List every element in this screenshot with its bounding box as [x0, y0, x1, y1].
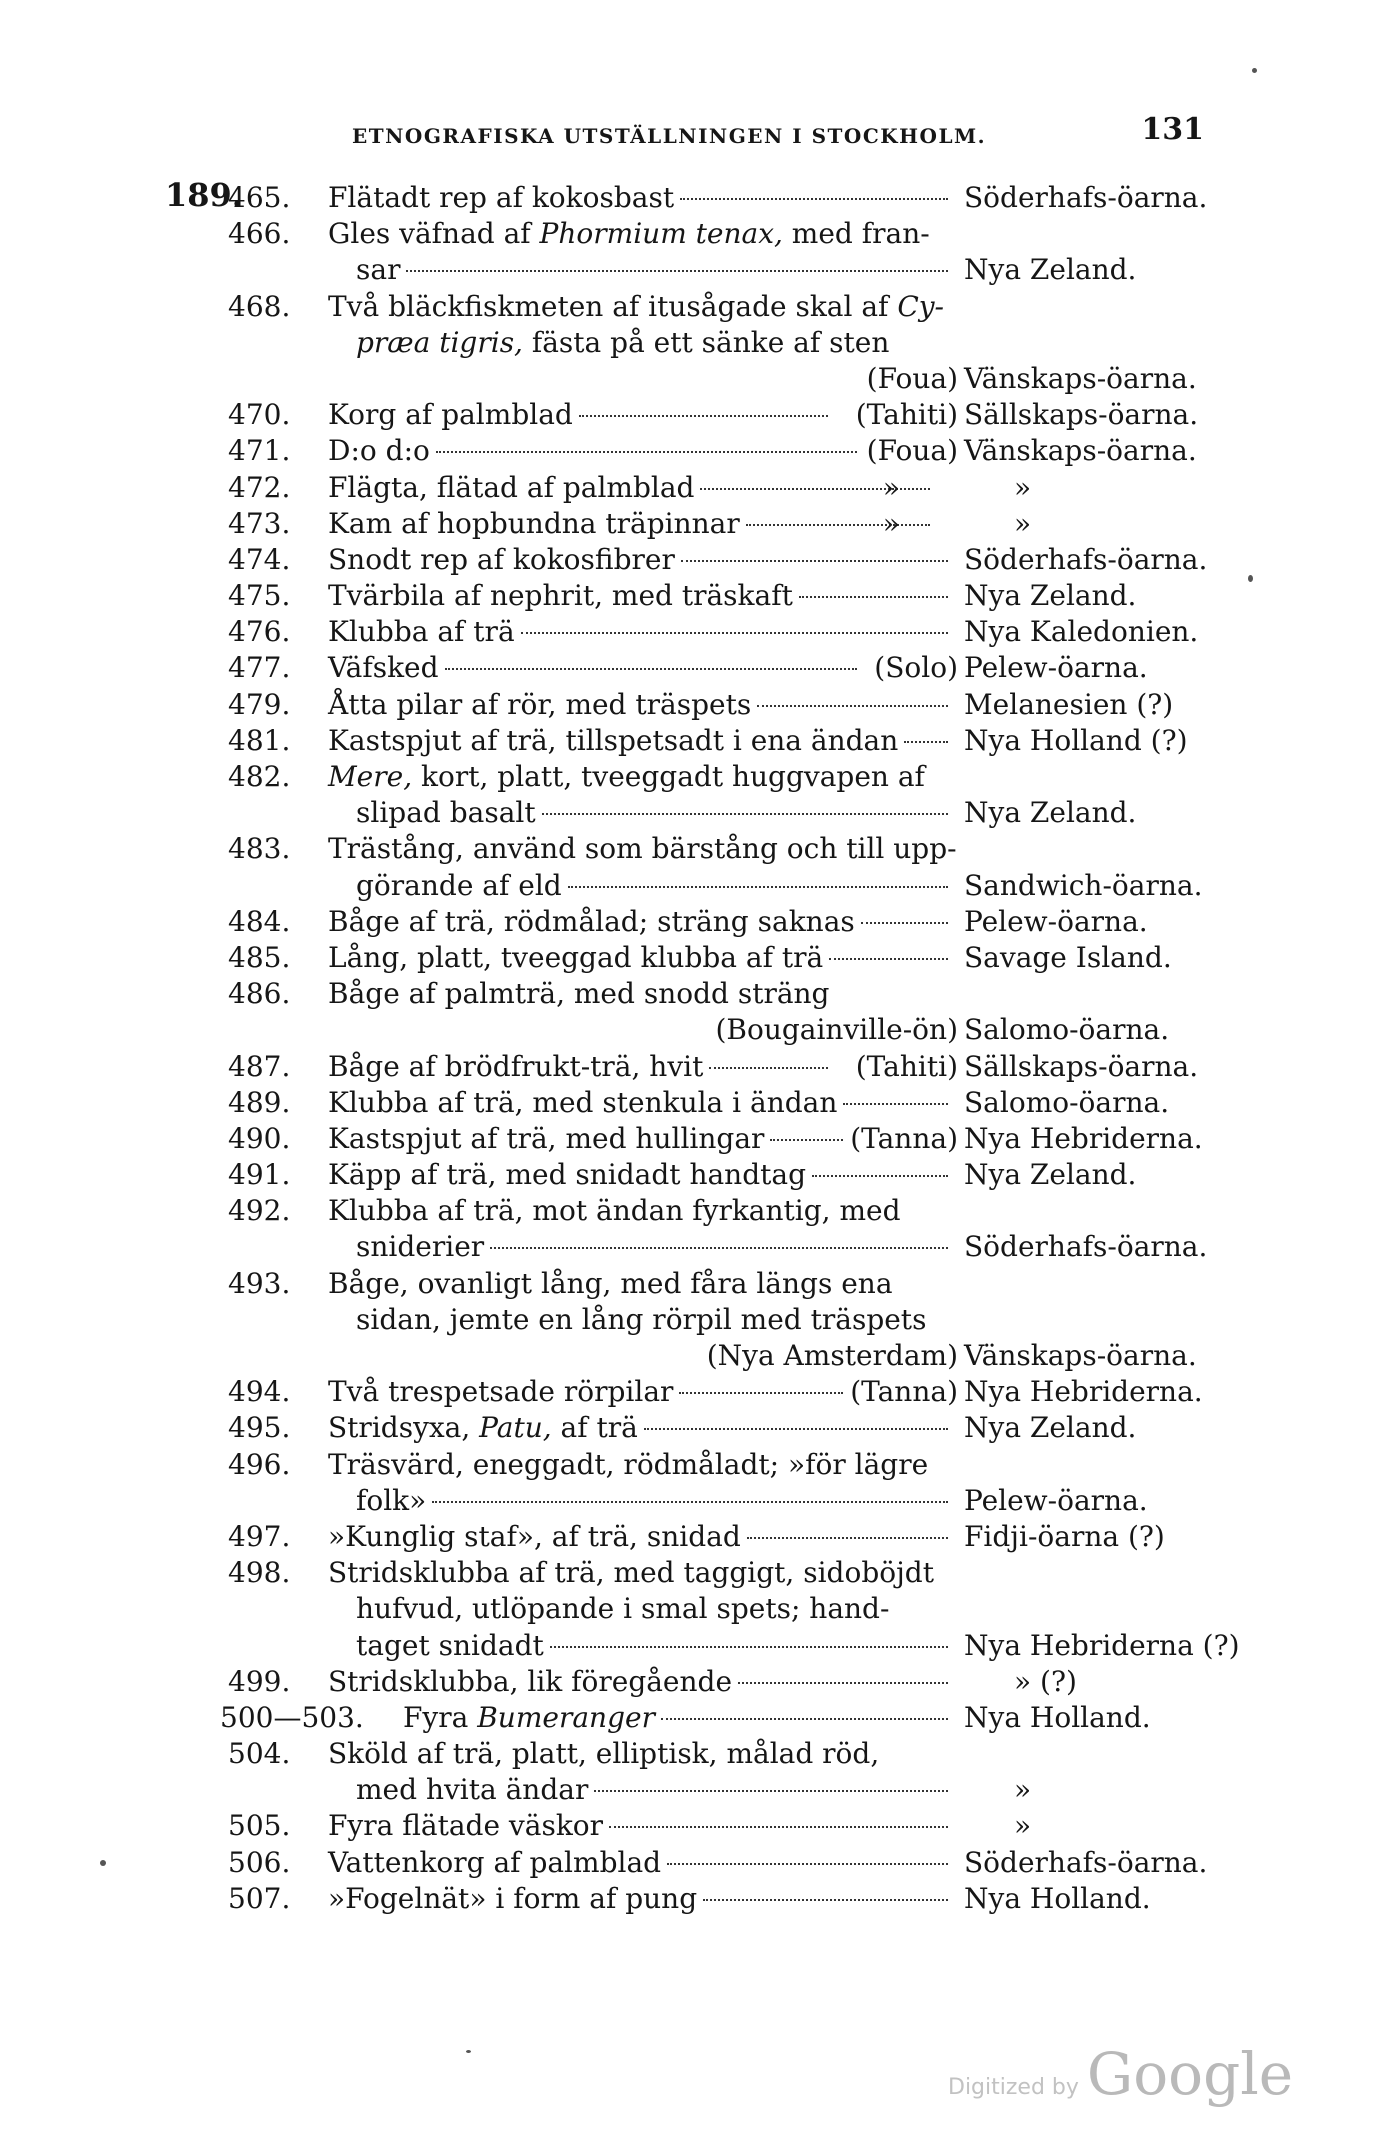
entry-description: med hvita ändar — [356, 1773, 589, 1807]
catalogue-entry — [228, 1157, 1248, 1193]
entry-line — [228, 1808, 1248, 1844]
section-number: 189. — [165, 176, 243, 214]
catalogue-entry — [228, 1845, 1248, 1881]
entry-line — [228, 687, 1248, 723]
entry-region: Söderhafs-öarna. — [964, 1230, 1208, 1264]
entry-locality: (Foua) — [866, 434, 958, 468]
entry-description: Stridsklubba af trä, med taggigt, sidoböjdt — [328, 1556, 934, 1590]
dot-leader — [490, 1247, 948, 1249]
catalogue-entry — [228, 1266, 1248, 1375]
entry-line — [228, 1049, 1248, 1085]
entry-description: Mere, kort, platt, tveeggadt huggvapen af — [328, 760, 925, 793]
page-header — [352, 112, 1212, 162]
entry-line — [228, 1555, 1248, 1591]
entry-description: Flägta, flätad af palmblad — [328, 470, 695, 504]
entry-region: Sällskaps-öarna. — [964, 398, 1199, 432]
dot-leader — [432, 1501, 948, 1503]
catalogue-entry — [228, 614, 1248, 650]
entry-region: Nya Hebriderna. — [964, 1121, 1203, 1155]
entry-line — [228, 1266, 1248, 1302]
entry-number: 473. — [228, 506, 291, 540]
entry-description: Båge, ovanligt lång, med fåra längs ena — [328, 1266, 893, 1300]
catalogue-entry — [228, 687, 1248, 723]
entry-description: Stridsyxa, Patu, af trä — [328, 1411, 638, 1445]
catalogue-entry — [228, 1085, 1248, 1121]
entry-description: taget snidadt — [356, 1628, 544, 1662]
entry-line — [228, 361, 1248, 397]
entry-number: 470. — [228, 398, 291, 432]
entry-description: Båge af palmträ, med snodd sträng — [328, 977, 830, 1011]
catalogue-entries — [220, 180, 1248, 1917]
entry-description: Kastspjut af trä, tillspetsadt i ena ändan — [328, 723, 899, 757]
entry-number: 507. — [228, 1881, 291, 1915]
entry-number: 505. — [228, 1809, 291, 1843]
entry-number: 499. — [228, 1664, 291, 1698]
entry-line — [228, 542, 1248, 578]
entry-number: 498. — [228, 1556, 291, 1590]
entry-line — [228, 289, 1248, 325]
entry-region: Nya Zeland. — [964, 1158, 1137, 1192]
entry-number: 474. — [228, 542, 291, 576]
entry-region: Nya Holland. — [964, 1700, 1151, 1734]
entry-description: »Fogelnät» i form af pung — [328, 1881, 698, 1915]
dot-leader — [703, 1899, 948, 1901]
entry-number: 483. — [228, 832, 291, 866]
entry-region: Söderhafs-öarna. — [964, 542, 1208, 576]
entry-number: 492. — [228, 1194, 291, 1228]
entry-number: 504. — [228, 1737, 291, 1771]
entry-number: 471. — [228, 434, 291, 468]
entry-description: Lång, platt, tveeggad klubba af trä — [328, 940, 824, 974]
dot-leader — [550, 1646, 948, 1648]
entry-line — [228, 433, 1248, 469]
entry-line — [228, 1157, 1248, 1193]
entry-line — [228, 723, 1248, 759]
entry-number: 495. — [228, 1411, 291, 1445]
entry-description: Sköld af trä, platt, elliptisk, målad röd, — [328, 1737, 880, 1771]
google-logo: Google — [1086, 2040, 1294, 2108]
entry-description: Käpp af trä, med snidadt handtag — [328, 1158, 806, 1192]
entry-description: Träsvärd, eneggadt, rödmåladt; »för lägre — [328, 1447, 929, 1481]
dot-leader — [681, 560, 948, 562]
entry-number: 479. — [228, 687, 291, 721]
entry-description: Snodt rep af kokosfibrer — [328, 542, 675, 576]
catalogue-entry — [228, 650, 1248, 686]
entry-line — [228, 470, 1248, 506]
entry-line — [228, 1772, 1248, 1808]
entry-number: 475. — [228, 579, 291, 613]
entry-line — [228, 1519, 1248, 1555]
dot-leader — [747, 1537, 948, 1539]
entry-description: Två bläckfiskmeten af itusågade skal af Cy- — [328, 289, 945, 323]
catalogue-entry — [228, 1374, 1248, 1410]
dot-leader — [644, 1428, 948, 1430]
entry-line — [228, 325, 1248, 361]
entry-region: Pelew-öarna. — [964, 1483, 1148, 1517]
dot-leader — [812, 1175, 948, 1177]
entry-line — [228, 831, 1248, 867]
dot-leader — [829, 958, 948, 960]
entry-description: Vattenkorg af palmblad — [328, 1845, 662, 1879]
entry-region: Vänskaps-öarna. — [964, 434, 1197, 468]
entry-line — [228, 650, 1248, 686]
catalogue-entry — [228, 180, 1248, 216]
entry-locality: (Foua) — [866, 361, 958, 395]
entry-line — [228, 1085, 1248, 1121]
entry-region: Nya Zeland. — [964, 796, 1137, 830]
dot-leader — [406, 270, 948, 272]
entry-line — [228, 1483, 1248, 1519]
entry-region: Nya Hebriderna (?) — [964, 1628, 1240, 1662]
entry-number: 482. — [228, 760, 291, 793]
entry-line — [228, 614, 1248, 650]
entry-number: 497. — [228, 1519, 291, 1553]
entry-description: hufvud, utlöpande i smal spets; hand- — [356, 1592, 890, 1626]
entry-region: Salomo-öarna. — [964, 1085, 1170, 1119]
entry-description: Fyra Bumeranger — [403, 1700, 655, 1734]
catalogue-entry — [228, 1808, 1248, 1844]
entry-number: 466. — [228, 217, 291, 251]
catalogue-entry — [228, 1193, 1248, 1265]
entry-line — [228, 868, 1248, 904]
entry-line — [228, 1302, 1248, 1338]
entry-number: 476. — [228, 615, 291, 649]
entry-description: Kam af hopbundna träpinnar — [328, 506, 740, 540]
catalogue-entry — [228, 397, 1248, 433]
catalogue-entry — [228, 904, 1248, 940]
entry-region: Söderhafs-öarna. — [964, 1845, 1208, 1879]
entry-line — [228, 1338, 1248, 1374]
entry-region: Nya Zeland. — [964, 579, 1137, 613]
catalogue-entry — [228, 1049, 1248, 1085]
entry-line — [228, 1410, 1248, 1446]
dot-leader — [757, 705, 948, 707]
entry-description: sar — [356, 253, 401, 287]
entry-number: 489. — [228, 1085, 291, 1119]
entry-line — [228, 578, 1248, 614]
entry-region: Nya Kaledonien. — [964, 615, 1199, 649]
digitized-by-watermark — [948, 2040, 1293, 2108]
page-number: 131 — [1141, 112, 1204, 147]
entry-number: 496. — [228, 1447, 291, 1481]
entry-number: 486. — [228, 977, 291, 1011]
entry-locality: (Bougainville-ön) — [715, 1013, 958, 1047]
entry-line — [228, 1374, 1248, 1410]
entry-number: 477. — [228, 651, 291, 685]
entry-region: » (?) — [1014, 1664, 1077, 1698]
entry-number: 491. — [228, 1158, 291, 1192]
entry-description: Väfsked — [328, 651, 439, 685]
entry-number: 494. — [228, 1375, 291, 1409]
entry-line — [228, 1881, 1248, 1917]
dot-leader — [799, 596, 948, 598]
entry-description: Två trespetsade rörpilar — [328, 1375, 674, 1409]
entry-number: 481. — [228, 723, 291, 757]
watermark-prefix: Digitized by — [948, 2075, 1079, 2100]
catalogue-entry — [228, 1410, 1248, 1446]
catalogue-entry — [228, 1519, 1248, 1555]
catalogue-entry — [228, 759, 1248, 831]
entry-description: Båge af trä, rödmålad; sträng saknas — [328, 904, 855, 938]
catalogue-entry — [228, 216, 1248, 288]
entry-line — [228, 1012, 1248, 1048]
catalogue-entry — [228, 831, 1248, 903]
catalogue-entry — [228, 1881, 1248, 1917]
entry-region: Nya Hebriderna. — [964, 1375, 1203, 1409]
entry-line — [228, 940, 1248, 976]
entry-locality: (Tahiti) — [855, 1049, 958, 1083]
entry-line — [228, 506, 1248, 542]
entry-description: »Kunglig staf», af trä, snidad — [328, 1519, 741, 1553]
entry-locality: » — [882, 470, 900, 504]
entry-description: Klubba af trä, med stenkula i ändan — [328, 1085, 838, 1119]
entry-line — [228, 1229, 1248, 1265]
dot-leader — [680, 198, 948, 200]
entry-region: Fidji-öarna (?) — [964, 1519, 1165, 1553]
entry-region: Söderhafs-öarna. — [964, 181, 1208, 214]
dot-leader — [667, 1863, 948, 1865]
entry-region: Vänskaps-öarna. — [964, 1339, 1197, 1372]
entry-locality: (Nya Amsterdam) — [706, 1339, 958, 1372]
catalogue-entry — [228, 1121, 1248, 1157]
entry-region: Nya Zeland. — [964, 1411, 1137, 1445]
entry-line — [228, 1447, 1248, 1483]
catalogue-entry — [228, 1736, 1248, 1808]
entry-description: Stridsklubba, lik föregående — [328, 1664, 733, 1698]
entry-region: » — [1014, 1809, 1032, 1843]
catalogue-entry — [228, 1664, 1248, 1700]
entry-line — [228, 216, 1248, 252]
entry-region: Sandwich-öarna. — [964, 868, 1203, 902]
entry-locality: (Solo) — [874, 651, 958, 685]
entry-description: Kastspjut af trä, med hullingar — [328, 1121, 765, 1155]
dot-leader — [594, 1790, 948, 1792]
entry-region: Nya Zeland. — [964, 253, 1137, 287]
catalogue-entry — [228, 940, 1248, 976]
entry-locality: » — [882, 506, 900, 540]
dot-leader — [661, 1718, 948, 1720]
entry-number: 493. — [228, 1266, 291, 1300]
catalogue-entry — [228, 723, 1248, 759]
entry-description: Fyra flätade väskor — [328, 1809, 604, 1843]
entry-region: » — [1014, 506, 1032, 540]
entry-region: Salomo-öarna. — [964, 1013, 1170, 1047]
entry-line — [228, 180, 1248, 216]
entry-region: » — [1014, 470, 1032, 504]
entry-number: 490. — [228, 1121, 291, 1155]
dot-leader — [568, 886, 948, 888]
dot-leader — [904, 741, 948, 743]
catalogue-entry — [228, 433, 1248, 469]
catalogue-entry — [228, 506, 1248, 542]
entry-number: 468. — [228, 289, 291, 323]
entry-description: slipad basalt — [356, 796, 536, 830]
entry-line — [228, 1845, 1248, 1881]
entry-description: Tvärbila af nephrit, med träskaft — [328, 579, 793, 613]
entry-description: Klubba af trä — [328, 615, 515, 649]
entry-region: Nya Holland (?) — [964, 723, 1188, 757]
entry-line — [228, 1628, 1248, 1664]
catalogue-entry — [228, 289, 1248, 398]
entry-region: Melanesien (?) — [964, 687, 1174, 721]
entry-region: Pelew-öarna. — [964, 651, 1148, 685]
entry-region: Nya Holland. — [964, 1881, 1151, 1915]
entry-description: Flätadt rep af kokosbast — [328, 181, 675, 214]
dot-leader — [542, 813, 948, 815]
entry-locality: (Tahiti) — [855, 398, 958, 432]
dot-leader — [521, 632, 948, 634]
entry-description: Båge af brödfrukt-trä, hvit — [328, 1049, 704, 1083]
entry-line — [228, 1591, 1248, 1627]
entry-description: Gles väfnad af Phormium tenax, med fran- — [328, 217, 930, 251]
entry-description: görande af eld — [356, 868, 562, 902]
entry-number: 484. — [228, 904, 291, 938]
entry-description: sidan, jemte en lång rörpil med träspets — [356, 1302, 927, 1336]
entry-number: 485. — [228, 940, 291, 974]
entry-locality: (Tanna) — [850, 1375, 958, 1409]
entry-line — [228, 904, 1248, 940]
catalogue-entry — [228, 976, 1248, 1048]
entry-number: 465. — [228, 181, 291, 214]
entry-line — [228, 759, 1248, 795]
entry-number: 506. — [228, 1845, 291, 1879]
catalogue-entry — [228, 470, 1248, 506]
catalogue-entry — [220, 1700, 1248, 1736]
entry-region: Savage Island. — [964, 940, 1172, 974]
entry-region: » — [1014, 1773, 1032, 1807]
dot-leader — [738, 1682, 948, 1684]
entry-region: Pelew-öarna. — [964, 904, 1148, 938]
entry-region: Sällskaps-öarna. — [964, 1049, 1199, 1083]
entry-number: 500—503. — [220, 1700, 364, 1734]
dot-leader — [609, 1826, 948, 1828]
entry-description: Trästång, använd som bärstång och till upp- — [328, 832, 957, 866]
entry-line — [228, 976, 1248, 1012]
entry-number: 472. — [228, 470, 291, 504]
entry-locality: (Tanna) — [850, 1121, 958, 1155]
entry-description: folk» — [356, 1483, 427, 1517]
entry-description: præa tigris, fästa på ett sänke af sten — [356, 325, 890, 359]
entry-line — [228, 1736, 1248, 1772]
entry-line — [228, 397, 1248, 433]
entry-description: Åtta pilar af rör, med träspets — [328, 687, 752, 721]
catalogue-entry — [228, 1447, 1248, 1519]
entry-description: D:o d:o — [328, 434, 430, 468]
entry-description: Korg af palmblad — [328, 398, 573, 432]
dot-leader — [861, 922, 948, 924]
entry-line — [228, 795, 1248, 831]
catalogue-entry — [228, 1555, 1248, 1664]
running-title: ETNOGRAFISKA UTSTÄLLNINGEN I STOCKHOLM. — [352, 124, 987, 148]
entry-line — [228, 252, 1248, 288]
entry-number: 487. — [228, 1049, 291, 1083]
entry-line — [228, 1121, 1248, 1157]
catalogue-entry — [228, 578, 1248, 614]
catalogue-entry — [228, 542, 1248, 578]
entry-line — [228, 1664, 1248, 1700]
entry-region: Vänskaps-öarna. — [964, 361, 1197, 395]
entry-line — [228, 1193, 1248, 1229]
dot-leader — [843, 1103, 948, 1105]
entry-description: sniderier — [356, 1230, 485, 1264]
entry-description: Klubba af trä, mot ändan fyrkantig, med — [328, 1194, 901, 1228]
entry-line — [220, 1700, 1248, 1736]
